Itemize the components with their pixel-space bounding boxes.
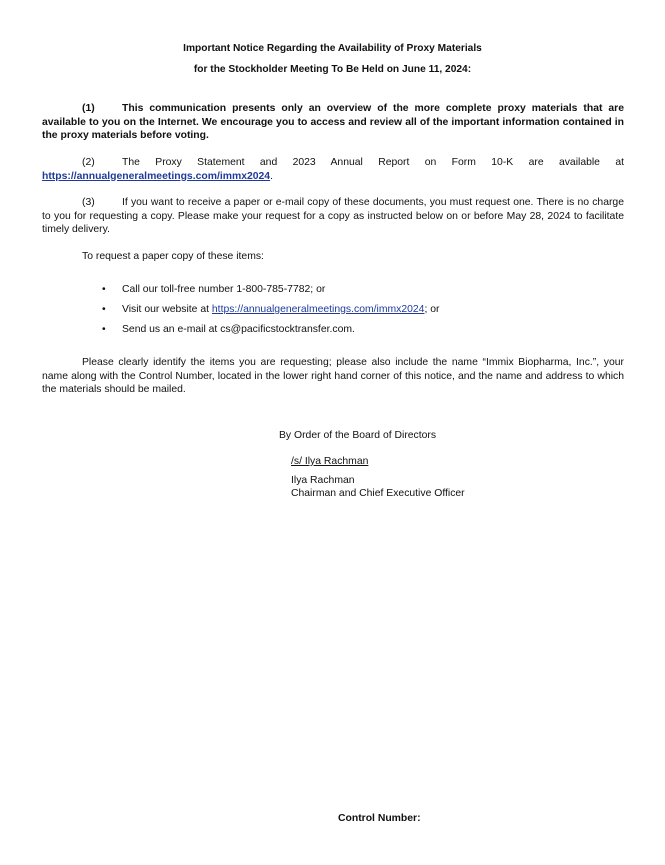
signature-signed: /s/ Ilya Rachman — [291, 456, 369, 467]
closing-paragraph: Please clearly identify the items you are requesting; please also include the name “Immix Biopharma, Inc.”, your name along with the Control Number, located in the lower right hand corner of this notice, and the name and address to which the materials should be mailed. — [42, 357, 624, 395]
paragraph-1-text: This communication presents only an overview of the more complete proxy materials that are available to you on the Internet. We encourage you to access and review all of the important information contained in the proxy materials before voting. — [42, 103, 624, 141]
paragraph-3-number: (3) — [82, 197, 95, 208]
bullet-dot-icon: • — [102, 304, 106, 315]
notice-title-line-1: Important Notice Regarding the Availability of Proxy Materials — [183, 43, 482, 54]
request-intro: To request a paper copy of these items: — [82, 251, 264, 262]
website-link[interactable]: https://annualgeneralmeetings.com/immx2024 — [211, 304, 425, 315]
bullet-website-text — [122, 303, 439, 316]
control-number-label: Control Number: — [338, 813, 421, 824]
notice-title-line-2: for the Stockholder Meeting To Be Held on June 11, 2024: — [193, 64, 472, 75]
signature-role: Chairman and Chief Executive Officer — [291, 488, 465, 499]
paragraph-1-number: (1) — [82, 103, 95, 114]
bullet-dot-icon: • — [102, 324, 106, 335]
paragraph-3 — [42, 196, 624, 237]
bullet-call-text: Call our toll-free number 1-800-785-7782; or — [122, 284, 326, 295]
paragraph-2 — [42, 156, 624, 183]
paragraph-2-text: The Proxy Statement and 2023 Annual Report on Form 10-K are available at — [122, 157, 624, 168]
bullet-website-suffix: ; or — [424, 304, 440, 315]
bullet-email-text: Send us an e-mail at cs@pacificstocktransfer.com. — [122, 324, 355, 335]
paragraph-1 — [42, 102, 624, 143]
signature-name: Ilya Rachman — [291, 475, 355, 486]
bullet-dot-icon: • — [102, 284, 106, 295]
paragraph-3-text: If you want to receive a paper or e-mail copy of these documents, you must request one. There is no charge to you for requesting a copy. Please make your request for a copy as instructed below on or before May 28, 2024 to facilitate timely delivery. — [42, 197, 624, 235]
paragraph-2-number: (2) — [82, 157, 95, 168]
signature-order: By Order of the Board of Directors — [279, 430, 437, 441]
paragraph-2-period: . — [270, 170, 273, 182]
bullet-website-prefix: Visit our website at — [122, 304, 212, 315]
proxy-materials-link[interactable]: https://annualgeneralmeetings.com/immx2024 — [42, 170, 271, 182]
